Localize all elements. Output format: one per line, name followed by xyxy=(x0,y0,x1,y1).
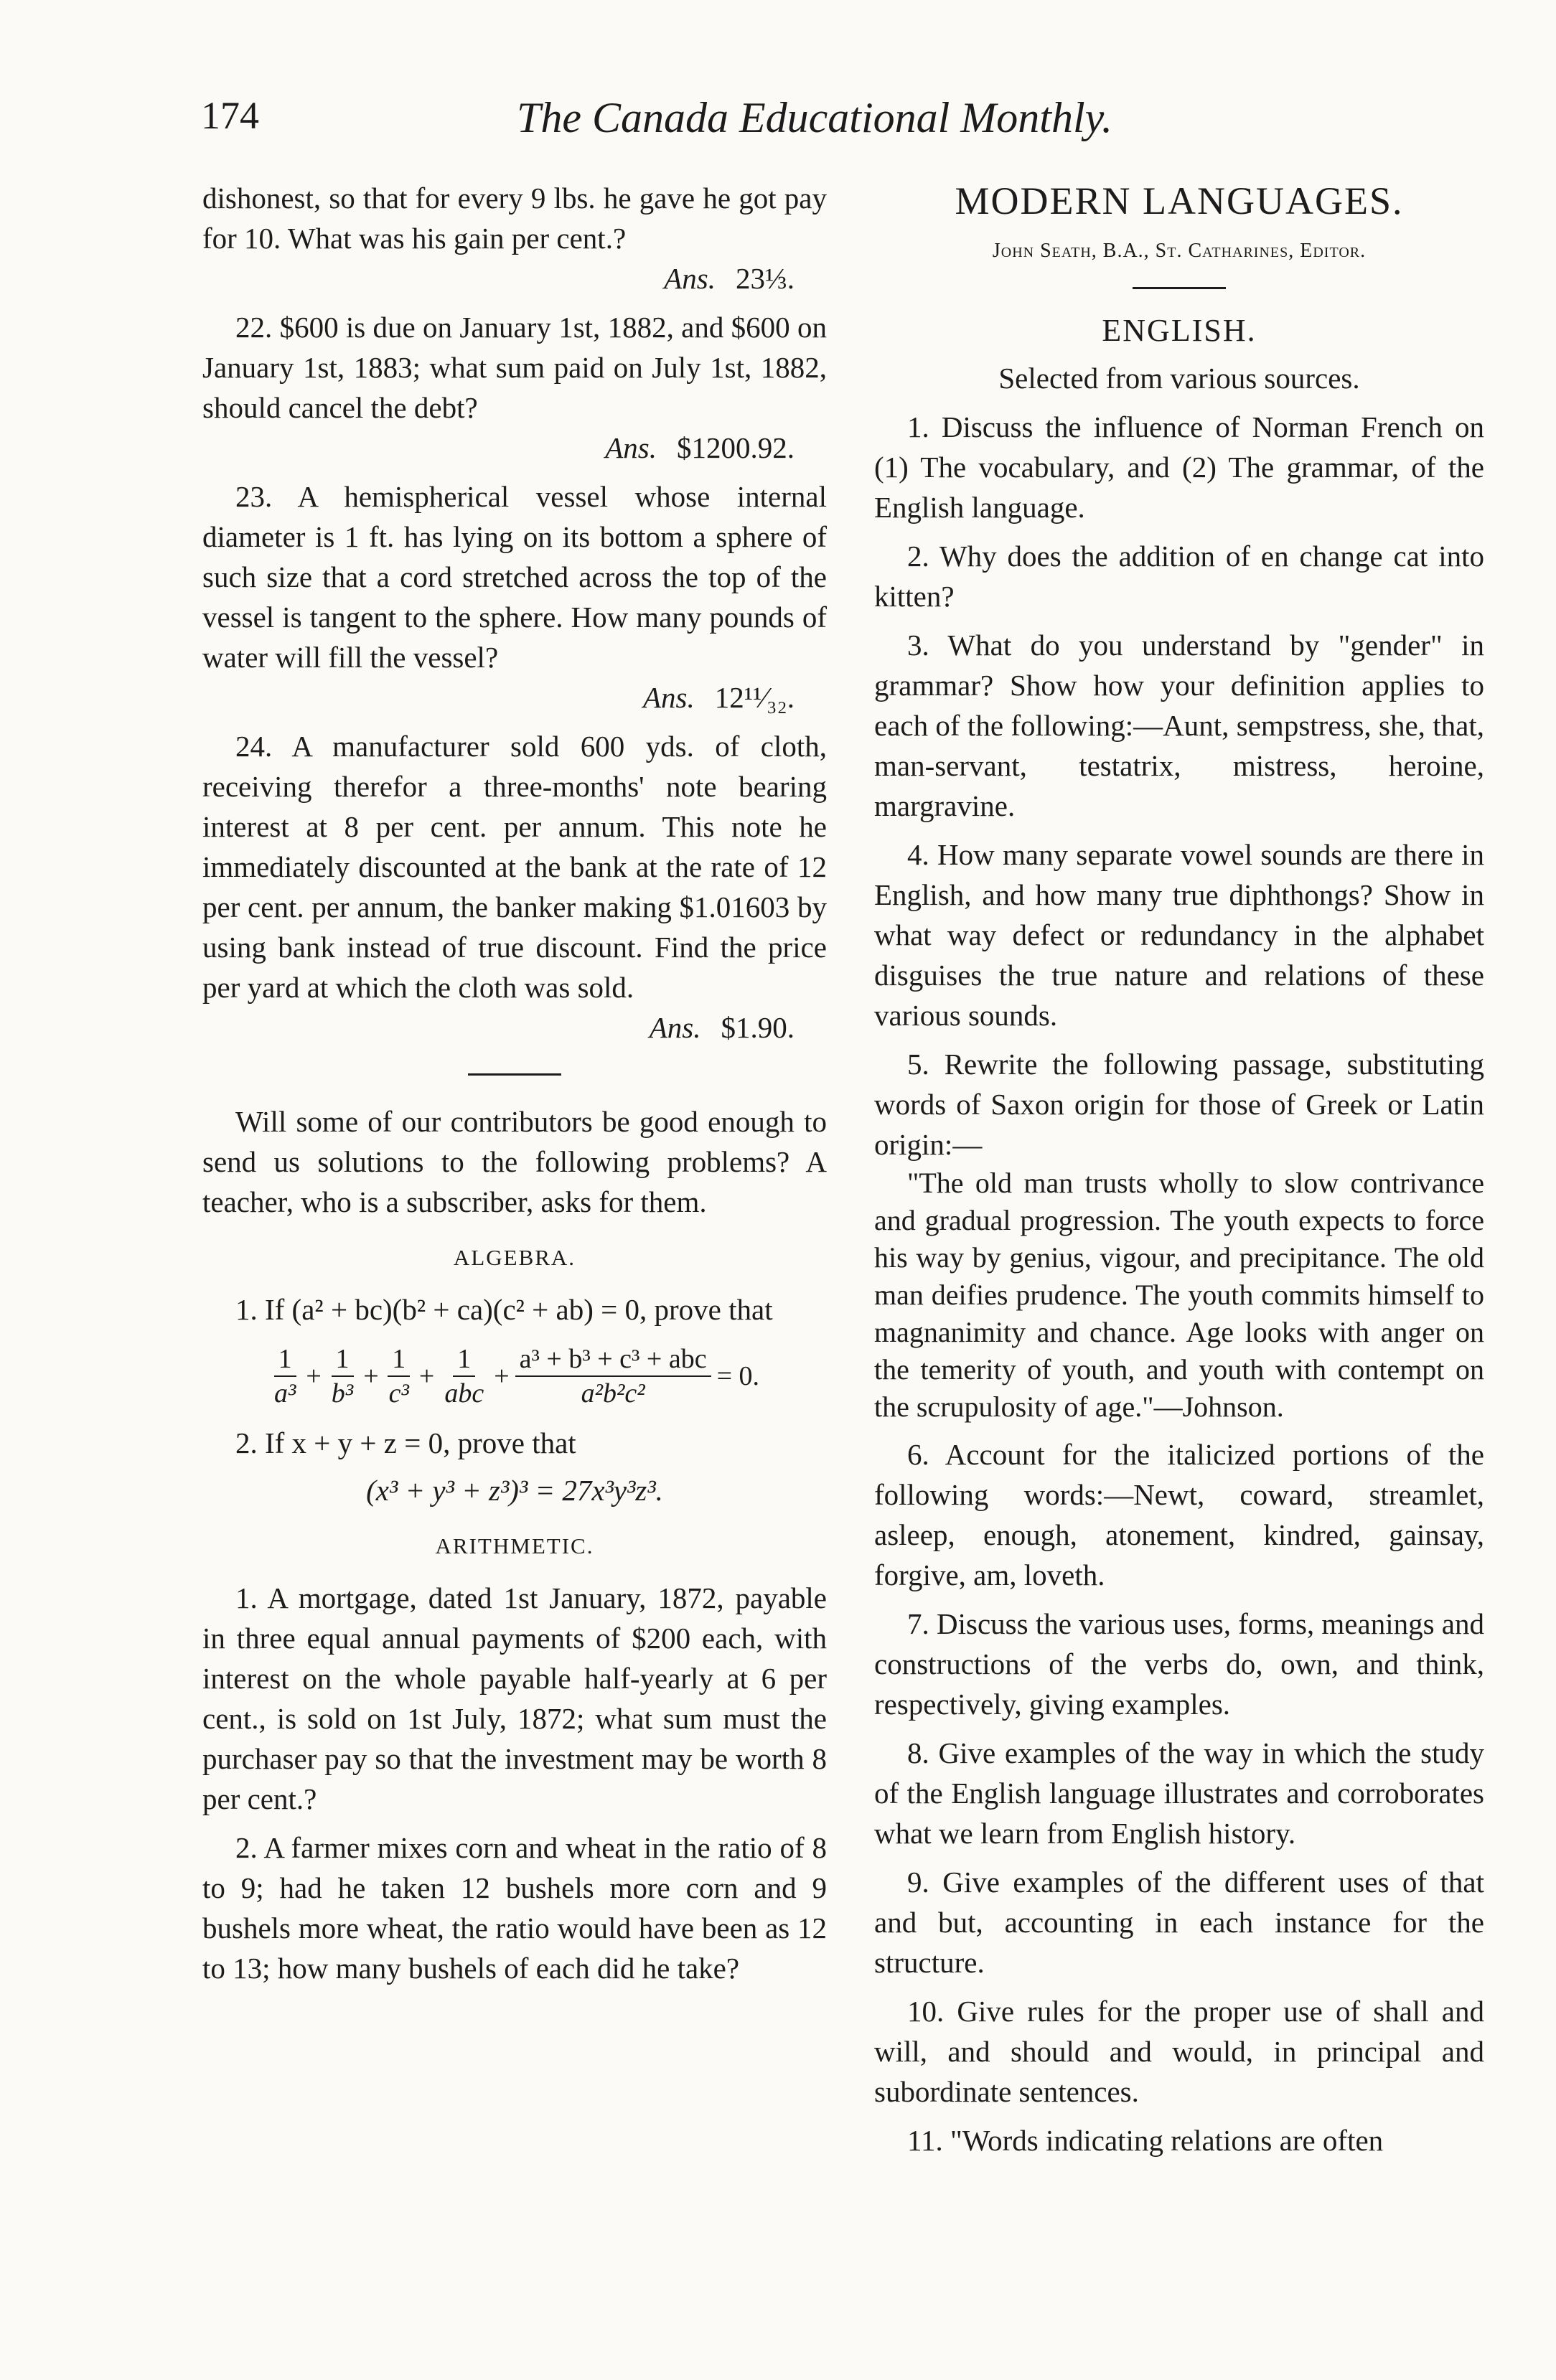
fraction: $\frac{1}{\text{a³}}$ xyxy=(273,1344,296,1408)
left-column xyxy=(202,178,827,1988)
question-22: 22. $600 is due on January 1st, 1882, and $600 on January 1st, 1883; what sum paid on July 1st, 1882, should cancel the debt? xyxy=(202,311,827,424)
answer-22: Ans. $1200.92. xyxy=(605,431,795,464)
question-10: 10. Give rules for the proper use of shall and will, and should and would, in principal and subordinate sentences. xyxy=(874,1995,1484,2108)
question-1: 1. Discuss the influence of Norman French on (1) The vocabulary, and (2) The grammar, of the English language. xyxy=(874,410,1484,524)
subsection-title: ENGLISH. xyxy=(1102,313,1257,348)
question-9: 9. Give examples of the different uses of that and but, accounting in each instance for the structure. xyxy=(874,1866,1484,1979)
answer-24: Ans. $1.90. xyxy=(649,1011,795,1044)
algebra-problem-2: 2. If x + y + z = 0, prove that xyxy=(235,1426,576,1459)
page-number: 174 xyxy=(201,94,259,137)
algebra-equation-2: (x³ + y³ + z³)³ = 27x³y³z³. xyxy=(366,1474,663,1507)
algebra-equation-1: $\frac{1}{\text{a³}}$ + $\frac{1}{\text{b³}}$ + $\frac{1}{\text{c³}}$ + $\frac{1}{\text{abc}}$ + $\frac{\text{a³ + b³ + c³ + abc}}{\text{a²b²c²}}$ = 0. xyxy=(202,1342,827,1410)
contributors-request: Will some of our contributors be good enough to send us solutions to the following problems? A teacher, who is a subscriber, asks for them. xyxy=(202,1105,827,1218)
continued-paragraph: dishonest, so that for every 9 lbs. he gave he got pay for 10. What was his gain per cent.? xyxy=(202,182,827,255)
fraction: $\frac{\text{a³ + b³ + c³ + abc}}{\text{a²b²c²}}$ xyxy=(515,1342,711,1410)
arithmetic-heading: ARITHMETIC. xyxy=(435,1533,594,1558)
algebra-heading: ALGEBRA. xyxy=(453,1245,576,1270)
algebra-problem-1: 1. If (a² + bc)(b² + ca)(c² + ab) = 0, prove that xyxy=(235,1293,773,1326)
selected-note: Selected from various sources. xyxy=(998,362,1360,395)
answer-line: Ans. 23⅓. xyxy=(664,262,795,295)
section-divider xyxy=(468,1073,561,1076)
page-header xyxy=(201,93,1500,158)
fraction: $\frac{1}{\text{b³}}$ xyxy=(331,1344,354,1408)
question-11: 11. "Words indicating relations are often xyxy=(907,2124,1384,2157)
fraction: $\frac{1}{\text{c³}}$ xyxy=(388,1344,409,1408)
fraction: $\frac{1}{\text{abc}}$ xyxy=(444,1344,484,1408)
equation-rhs: = 0. xyxy=(716,1361,760,1391)
question-3: 3. What do you understand by "gender" in grammar? Show how your definition applies to each of the following:—Aunt, sempstress, she, that, man-servant, testatrix, mistress, heroine, margravine. xyxy=(874,629,1484,822)
johnson-quote: "The old man trusts wholly to slow contrivance and gradual progression. The youth expects to force his way by genius, vigour, and precipitance. The old man deifies prudence. The youth commits himself to magnanimity and chance. Age looks with anger on the temerity of youth, and youth with contempt on the scrupulosity of age."—Johnson. xyxy=(874,1167,1484,1423)
question-4: 4. How many separate vowel sounds are there in English, and how many true diphthongs? Show in what way defect or redundancy in the alphabet disguises the true nature and relations of these various sounds. xyxy=(874,838,1484,1032)
running-title: The Canada Educational Monthly. xyxy=(517,94,1112,141)
question-6: 6. Account for the italicized portions of the following words:—Newt, coward, streamlet, asleep, enough, atonement, kindred, gainsay, forgive, am, loveth. xyxy=(874,1438,1484,1591)
right-column xyxy=(874,178,1484,2160)
arithmetic-problem-1: 1. A mortgage, dated 1st January, 1872, payable in three equal annual payments of $200 each, with interest on the whole payable half-yearly at 6 per cent., is sold on 1st July, 1872; what sum must the purchaser pay so that the investment may be worth 8 per cent.? xyxy=(202,1581,827,1815)
question-24: 24. A manufacturer sold 600 yds. of cloth, receiving therefor a three-months' note bearing interest at 8 per cent. per annum. This note he immediately discounted at the bank at the rate of 12 per cent. per annum, the banker making $1.01603 by using bank instead of true discount. Find the price per yard at which the cloth was sold. xyxy=(202,730,827,1004)
answer-23: Ans. 12¹¹⁄₃₂. xyxy=(642,681,795,714)
section-title: MODERN LANGUAGES. xyxy=(955,179,1404,222)
question-23: 23. A hemispherical vessel whose internal diameter is 1 ft. has lying on its bottom a sphere of such size that a cord stretched across the top of the vessel is tangent to the sphere. How many pounds of water will fill the vessel? xyxy=(202,480,827,674)
arithmetic-problem-2: 2. A farmer mixes corn and wheat in the ratio of 8 to 9; had he taken 12 bushels more corn and 9 bushels more wheat, the ratio would have been as 12 to 13; how many bushels of each did he take? xyxy=(202,1831,827,1985)
section-divider xyxy=(1133,287,1226,289)
question-5: 5. Rewrite the following passage, substituting words of Saxon origin for those of Greek or Latin origin:— xyxy=(874,1048,1484,1161)
editor-line: John Seath, B.A., St. Catharines, Editor. xyxy=(992,240,1367,262)
question-8: 8. Give examples of the way in which the study of the English language illustrates and corroborates what we learn from English history. xyxy=(874,1736,1484,1850)
question-7: 7. Discuss the various uses, forms, meanings and constructions of the verbs do, own, and think, respectively, giving examples. xyxy=(874,1607,1484,1721)
question-2: 2. Why does the addition of en change cat into kitten? xyxy=(874,540,1484,613)
